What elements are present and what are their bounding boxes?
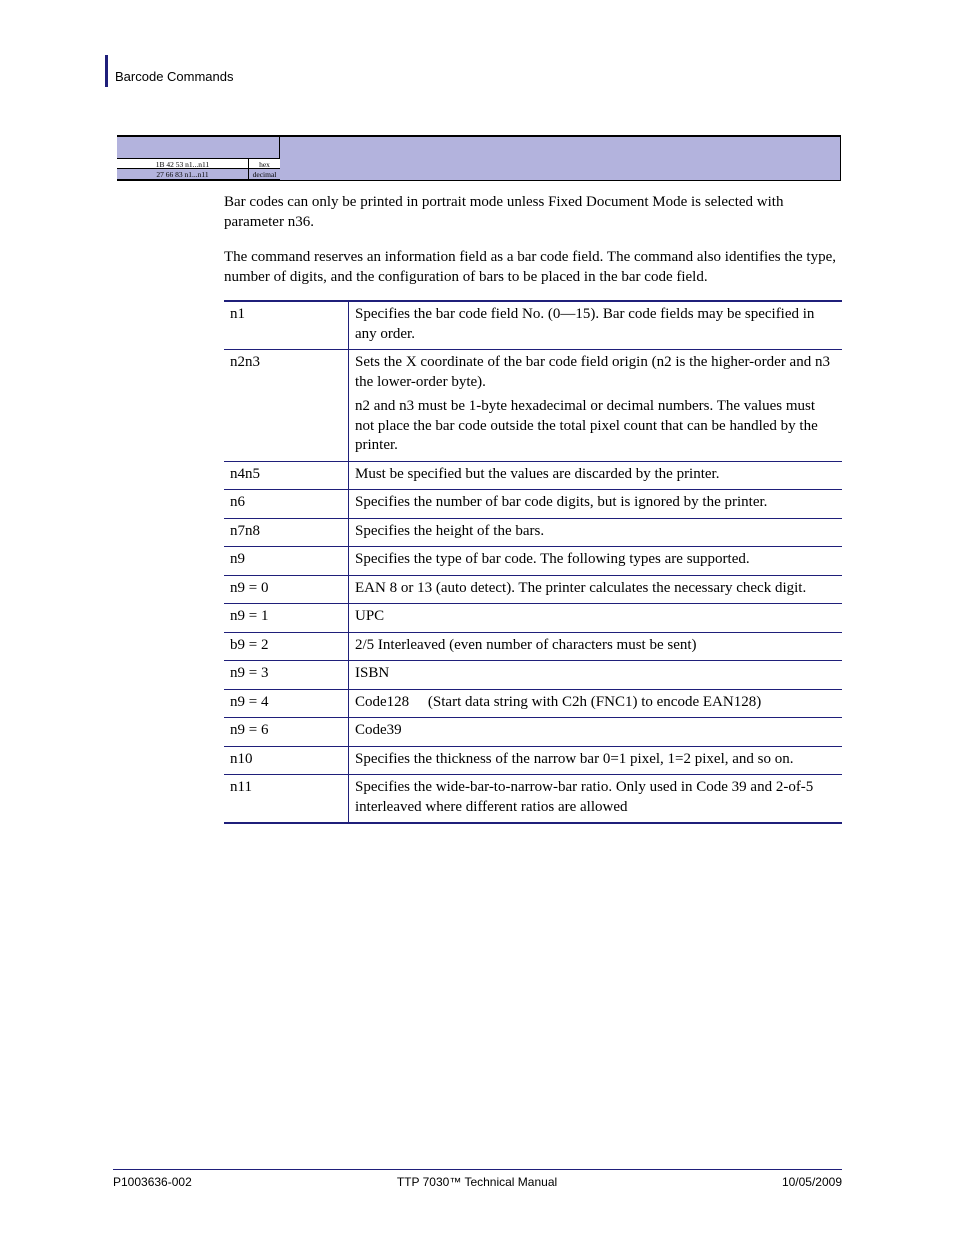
param-description-text: Code39	[355, 722, 402, 738]
param-description	[349, 604, 843, 633]
table-row	[224, 689, 842, 718]
param-name: n7n8	[224, 518, 349, 547]
command-hex-row	[117, 158, 280, 169]
command-box	[117, 135, 841, 181]
param-description	[349, 775, 843, 824]
table-row	[224, 718, 842, 747]
param-description	[349, 575, 843, 604]
param-name: n9	[224, 547, 349, 576]
command-decimal-label: decimal	[252, 170, 277, 179]
param-description	[349, 350, 843, 462]
footer-doc-number: P1003636-002	[113, 1175, 192, 1189]
param-description	[349, 301, 843, 350]
param-name: n2n3	[224, 350, 349, 462]
param-description-text: Code128 (Start data string with C2h (FNC1) to encode EAN128)	[355, 693, 762, 710]
param-description-text: Specifies the bar code field No. (0—15). Bar code fields may be specified in any order.	[355, 306, 815, 342]
header-accent-bar	[105, 55, 108, 87]
table-row	[224, 575, 842, 604]
param-description	[349, 689, 843, 718]
param-description-text: 2/5 Interleaved (even number of characters must be sent)	[355, 636, 697, 653]
footer-date: 10/05/2009	[781, 1175, 842, 1189]
param-description	[349, 718, 843, 747]
param-description	[349, 632, 843, 661]
param-description-text: UPC	[355, 608, 385, 624]
param-description	[349, 461, 843, 490]
param-name: n9 = 6	[224, 718, 349, 747]
intro-paragraph-reserves: The command reserves an information field as a bar code field. The command also identifies the type, number of digits, and the configuration of bars to be placed in the bar code field.	[224, 249, 837, 285]
param-description-text: Specifies the number of bar code digits, but is ignored by the printer.	[355, 494, 768, 510]
param-description	[349, 518, 843, 547]
param-name: n9 = 1	[224, 604, 349, 633]
param-description-text: n2 and n3 must be 1-byte hexadecimal or decimal numbers. The values must not place the bar code outside the total pixel count that can be handled by the printer.	[355, 398, 818, 453]
table-row	[224, 547, 842, 576]
table-row	[224, 632, 842, 661]
command-hex-code: 1B 42 53 n1...n11	[117, 159, 249, 168]
param-description	[349, 661, 843, 690]
param-description	[349, 746, 843, 775]
command-decimal-code: 27 66 83 n1...n11	[117, 169, 249, 179]
param-description-text: Must be specified but the values are discarded by the printer.	[355, 465, 720, 482]
param-name: n9 = 0	[224, 575, 349, 604]
table-row	[224, 301, 842, 350]
param-description	[349, 547, 843, 576]
param-description-text: Specifies the height of the bars.	[355, 522, 545, 539]
footer-manual-title: TTP 7030™ Technical Manual	[396, 1175, 558, 1189]
param-name: n6	[224, 490, 349, 519]
param-description-text: ISBN	[355, 665, 390, 681]
param-description-text: Sets the X coordinate of the bar code field origin (n2 is the higher-order and n3 the lower-order byte).	[355, 354, 830, 390]
command-decimal-row	[117, 169, 280, 180]
param-name: n9 = 4	[224, 689, 349, 718]
param-name: n4n5	[224, 461, 349, 490]
table-row	[224, 604, 842, 633]
command-hex-label: hex	[259, 160, 270, 169]
param-name: n10	[224, 746, 349, 775]
param-name: n11	[224, 775, 349, 824]
table-row	[224, 461, 842, 490]
param-description-text: Specifies the type of bar code. The following types are supported.	[355, 551, 750, 567]
intro-paragraph-portrait: Bar codes can only be printed in portrait mode unless Fixed Document Mode is selected with parameter n36.	[224, 194, 784, 230]
table-row	[224, 490, 842, 519]
param-name: b9 = 2	[224, 632, 349, 661]
table-row	[224, 661, 842, 690]
param-description	[349, 490, 843, 519]
parameter-table	[224, 300, 842, 824]
table-row	[224, 746, 842, 775]
table-row	[224, 775, 842, 824]
param-description-text: Specifies the thickness of the narrow bar 0=1 pixel, 1=2 pixel, and so on.	[355, 750, 794, 767]
param-description-text: EAN 8 or 13 (auto detect). The printer calculates the necessary check digit.	[355, 579, 807, 596]
table-row	[224, 350, 842, 462]
footer-rule	[113, 1169, 842, 1170]
param-name: n9 = 3	[224, 661, 349, 690]
param-description-text: Specifies the wide-bar-to-narrow-bar ratio. Only used in Code 39 and 2-of-5 interleaved where different ratios are allowed	[355, 779, 814, 815]
table-row	[224, 518, 842, 547]
section-title: Barcode Commands	[115, 69, 234, 84]
param-name: n1	[224, 301, 349, 350]
command-code-panel	[117, 137, 280, 180]
